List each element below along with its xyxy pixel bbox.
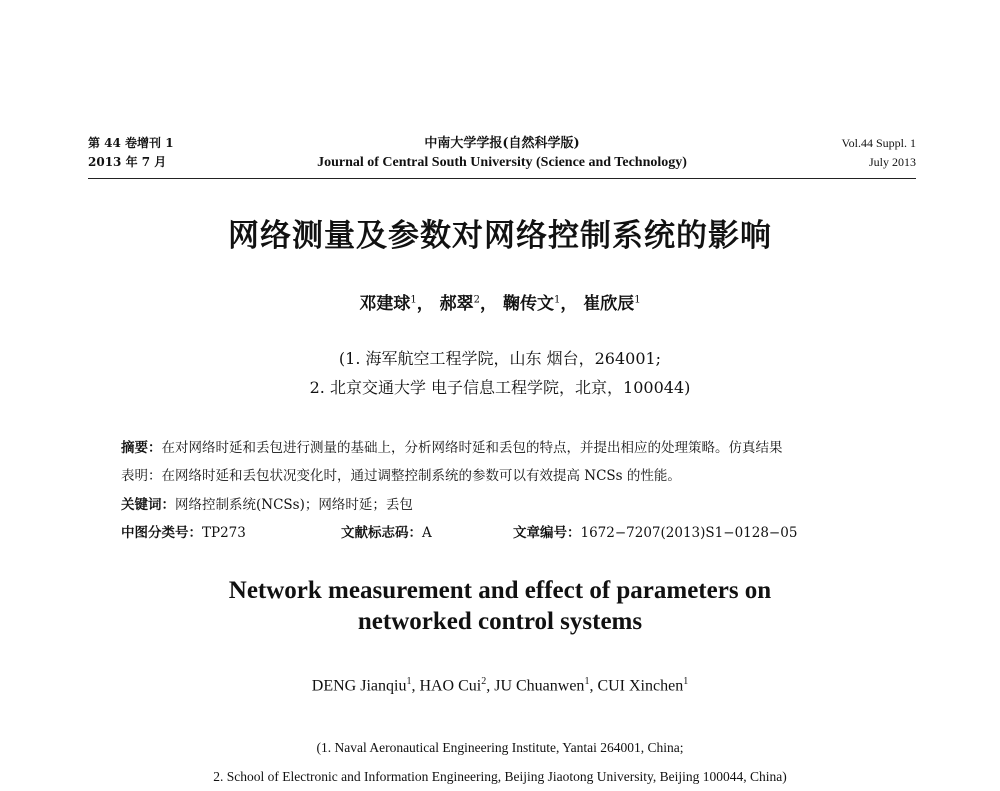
author-affiliation-mark: 1: [634, 294, 641, 306]
author-name: 郝翠: [439, 294, 474, 314]
keywords-label: 关键词：: [121, 497, 175, 513]
doc-code-value: A: [422, 525, 432, 541]
volume-cn: 第 44 卷增刊 1: [88, 136, 174, 150]
affiliations-en: [0, 733, 1000, 791]
author-affiliation-mark: 2: [473, 294, 481, 306]
abstract-text-line: 表明：在网络时延和丢包状况变化时，通过调整控制系统的参数可以有效提高 NCSs 的性能。: [121, 468, 681, 484]
author-list-en: DENG Jianqiu$^1$, HAO Cui$^2$, JU Chuanwen$^1$, CUI Xinchen$^1$: [311, 676, 689, 695]
author-name: JU Chuanwen: [494, 677, 585, 695]
author-affiliation-mark: 2: [481, 676, 487, 687]
author-affiliation-mark: 1: [410, 294, 417, 306]
affiliation-line: (1. 海军航空工程学院，山东 烟台，264001;: [338, 349, 662, 368]
journal-header: [88, 134, 916, 179]
classification-line: [121, 521, 901, 541]
affiliation-line: 2. School of Electronic and Information Engineering, Beijing Jiaotong University, Beijing 100044, China): [213, 769, 787, 784]
abstract-label: 摘要：: [121, 440, 162, 456]
author-affiliation-mark: 1: [406, 676, 412, 687]
title-en-line: Network measurement and effect of parameters on: [228, 577, 772, 604]
affiliation-line: (1. Naval Aeronautical Engineering Institute, Yantai 264001, China;: [316, 740, 684, 755]
date-cn: 2013 年 7 月: [88, 155, 167, 169]
affiliations-cn: [0, 344, 1000, 402]
title-en-line: networked control systems: [357, 608, 643, 635]
author-affiliation-mark: 1: [553, 294, 561, 306]
abstract-cn: [121, 436, 901, 456]
author-name: CUI Xinchen: [597, 677, 684, 695]
author-affiliation-mark: 1: [584, 676, 590, 687]
header-center: [88, 134, 916, 172]
author-name: 鞠传文: [502, 294, 554, 314]
author-name: HAO Cui: [419, 677, 482, 695]
journal-name-cn: 中南大学学报(自然科学版): [424, 136, 580, 151]
author-affiliation-mark: 1: [683, 676, 689, 687]
author-name: 崔欣辰: [583, 294, 635, 314]
keywords-text: 网络控制系统(NCSs)；网络时延；丢包: [175, 497, 413, 513]
clc-value: TP273: [202, 525, 246, 541]
abstract-text-line: 在对网络时延和丢包进行测量的基础上，分析网络时延和丢包的特点，并提出相应的处理策略。仿真结果: [161, 440, 783, 456]
paper-title-cn: 网络测量及参数对网络控制系统的影响: [228, 218, 772, 254]
article-number-label: 文章编号：: [513, 525, 581, 541]
journal-name-en: Journal of Central South University (Science and Technology): [317, 155, 687, 170]
author-name: DENG Jianqiu: [311, 677, 407, 695]
keywords-cn: [121, 493, 901, 513]
abstract-cn-cont: [121, 464, 901, 484]
affiliation-line: 2. 北京交通大学 电子信息工程学院，北京，100044): [309, 378, 691, 397]
volume-en: Vol.44 Suppl. 1: [841, 136, 916, 150]
doc-code-label: 文献标志码：: [341, 525, 422, 541]
author-name: 邓建球: [359, 294, 411, 314]
header-right: [842, 134, 916, 172]
date-en: July 2013: [868, 155, 916, 169]
paper-title-en: [0, 575, 1000, 637]
author-list-cn: 邓建球$^1$， 郝翠$^2$， 鞠传文$^1$， 崔欣辰$^1$: [359, 294, 641, 314]
clc-label: 中图分类号：: [121, 525, 202, 541]
article-number-value: 1672−7207(2013)S1−0128−05: [580, 525, 798, 541]
